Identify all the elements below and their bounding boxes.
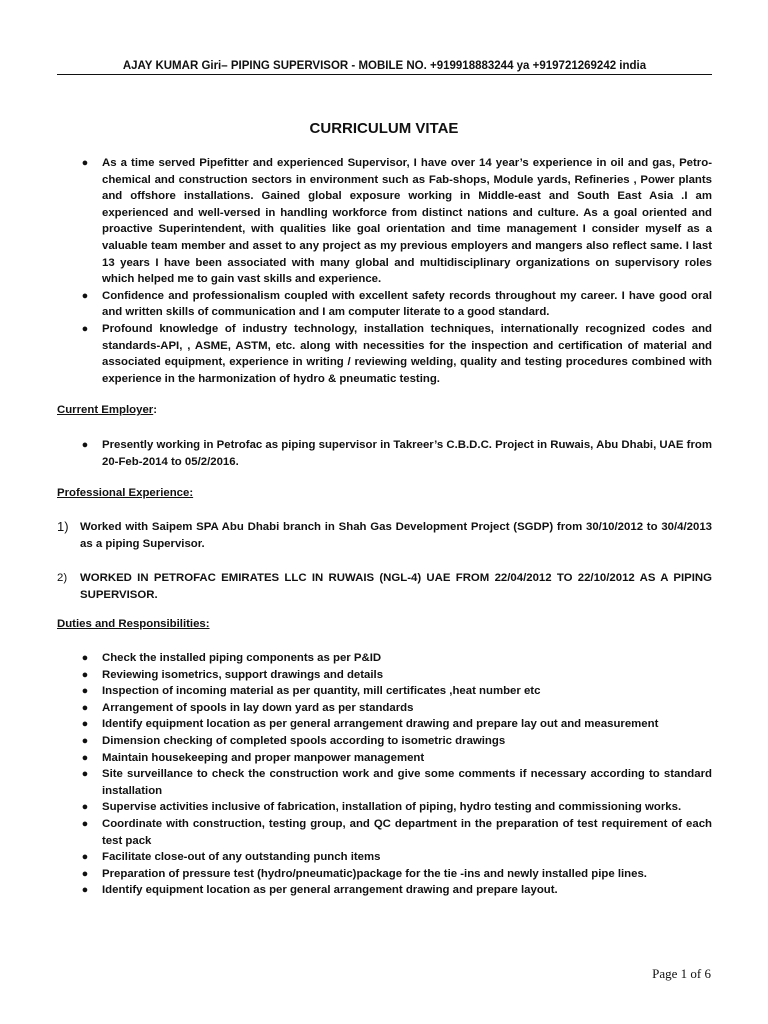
current-employer-heading-text: Current Employer — [57, 404, 154, 416]
duties-heading: Duties and Responsibilities: — [57, 618, 210, 630]
summary-bullet-text: As a time served Pipefitter and experienced Supervisor, I have over 14 year’s experience in oil and gas, Petro-chemical and construction sectors in environment such as Fab-shops, Module yards, Refineries , Power plants and offshore installations. Gained global exposure working in Middle-east and South East Asia .I am experienced and well-versed in handling workforce from distinct nations and culture. As a goal oriented and proactive Superintendent, with qualities like goal orientation and time management I consider myself as a valuable team member and asset to any project as my previous employers and mangers also reflect same. I last 13 years I have been associated with many global and multidisciplinary organizations on supervisory roles which helped me to gain vast skills and experience. — [102, 157, 712, 286]
experience-item — [57, 570, 712, 604]
summary-bullet-text: Confidence and professionalism coupled with excellent safety records throughout my career. I have good oral and written skills of communication and I am computer literate to a good standard. — [102, 289, 712, 319]
duty-bullet — [79, 882, 712, 899]
duty-bullet — [79, 683, 712, 700]
bullet-icon: ● — [81, 701, 89, 714]
duty-text: Supervise activities inclusive of fabrication, installation of piping, hydro testing and commissioning works. — [102, 801, 682, 814]
experience-item-number: 1) — [57, 519, 69, 534]
duty-bullet — [79, 866, 712, 883]
duty-text: Coordinate with construction, testing group, and QC department in the preparation of test requirement of each test pack — [102, 817, 712, 847]
document-title: CURRICULUM VITAE — [309, 120, 459, 137]
bullet-icon: ● — [81, 801, 89, 814]
bullet-icon: ● — [81, 439, 89, 451]
duty-text: Check the installed piping components as per P&ID — [102, 652, 382, 664]
duty-text: Dimension checking of completed spools according to isometric drawings — [102, 734, 506, 747]
bullet-icon: ● — [81, 851, 89, 864]
current-employer-section — [79, 437, 712, 470]
experience-item — [57, 519, 712, 553]
bullet-icon: ● — [81, 817, 89, 830]
current-employer-text: Presently working in Petrofac as piping supervisor in Takreer’s C.B.D.C. Project in Ruwais, Abu Dhabi, UAE from 20-Feb-2014 to 05/2/2016. — [102, 439, 712, 468]
professional-experience-heading: Professional Experience: — [57, 487, 194, 499]
duty-bullet — [79, 799, 712, 816]
summary-bullet-text: Profound knowledge of industry technology, installation techniques, internationally recognized codes and standards-API, , ASME, ASTM, etc. along with necessities for the inspection and certification of material and associated equipment, experience in writing / reviewing welding, quality and testing procedures combined with experience in the harmonization of hydro & pneumatic testing. — [102, 322, 712, 385]
bullet-icon: ● — [81, 157, 89, 169]
bullet-icon: ● — [81, 652, 89, 664]
duty-bullet — [79, 733, 712, 750]
summary-section — [79, 155, 712, 387]
current-employer-bullet — [79, 437, 712, 470]
summary-bullet — [79, 155, 712, 288]
bullet-icon: ● — [81, 884, 89, 897]
duty-text: Maintain housekeeping and proper manpower management — [102, 751, 425, 764]
experience-item-text: WORKED IN PETROFAC EMIRATES LLC IN RUWAIS (NGL-4) UAE FROM 22/04/2012 TO 22/10/2012 AS A PIPING SUPERVISOR. — [80, 572, 712, 601]
summary-bullet — [79, 288, 712, 321]
duty-bullet — [79, 750, 712, 767]
bullet-icon: ● — [81, 768, 89, 781]
duty-bullet — [79, 667, 712, 684]
duties-bullet-list — [79, 650, 712, 899]
duty-text: Site surveillance to check the construction work and give some comments if necessary according to standard installation — [102, 768, 712, 797]
duties-section — [79, 650, 712, 899]
duty-bullet — [79, 816, 712, 849]
bullet-icon: ● — [81, 685, 89, 698]
current-employer-colon: : — [153, 404, 158, 416]
duty-text: Identify equipment location as per general arrangement drawing and prepare layout. — [102, 884, 558, 897]
summary-bullet-list — [79, 155, 712, 387]
duty-bullet — [79, 849, 712, 866]
summary-bullet — [79, 321, 712, 387]
bullet-icon: ● — [81, 734, 89, 747]
bullet-icon: ● — [81, 322, 89, 335]
duty-bullet — [79, 766, 712, 799]
current-employer-list — [79, 437, 712, 470]
duty-text: Inspection of incoming material as per quantity, mill certificates ,heat number etc — [102, 685, 541, 698]
duty-text: Preparation of pressure test (hydro/pneumatic)package for the tie -ins and newly installed pipe lines. — [102, 867, 647, 880]
bullet-icon: ● — [81, 668, 89, 681]
duty-bullet — [79, 700, 712, 717]
bullet-icon: ● — [81, 867, 89, 880]
duty-text: Reviewing isometrics, support drawings and details — [102, 668, 384, 681]
duty-text: Arrangement of spools in lay down yard as per standards — [102, 701, 414, 714]
current-employer-heading — [57, 404, 157, 416]
experience-item-number: 2) — [57, 572, 68, 584]
bullet-icon: ● — [81, 718, 89, 731]
duty-text: Facilitate close-out of any outstanding punch items — [102, 851, 381, 864]
header-contact-line: AJAY KUMAR Giri– PIPING SUPERVISOR - MOBILE NO. +919918883244 ya +919721269242 india — [57, 60, 712, 75]
experience-item-text: Worked with Saipem SPA Abu Dhabi branch in Shah Gas Development Project (SGDP) from 30/10/2012 to 30/4/2013 as a piping Supervisor. — [80, 521, 712, 550]
page-number: Page 1 of 6 — [652, 966, 711, 981]
professional-experience-section — [57, 519, 712, 604]
duty-bullet — [79, 716, 712, 733]
bullet-icon: ● — [81, 289, 89, 302]
duty-bullet — [79, 650, 712, 667]
bullet-icon: ● — [81, 751, 89, 764]
duty-text: Identify equipment location as per general arrangement drawing and prepare lay out and measurement — [102, 718, 659, 731]
